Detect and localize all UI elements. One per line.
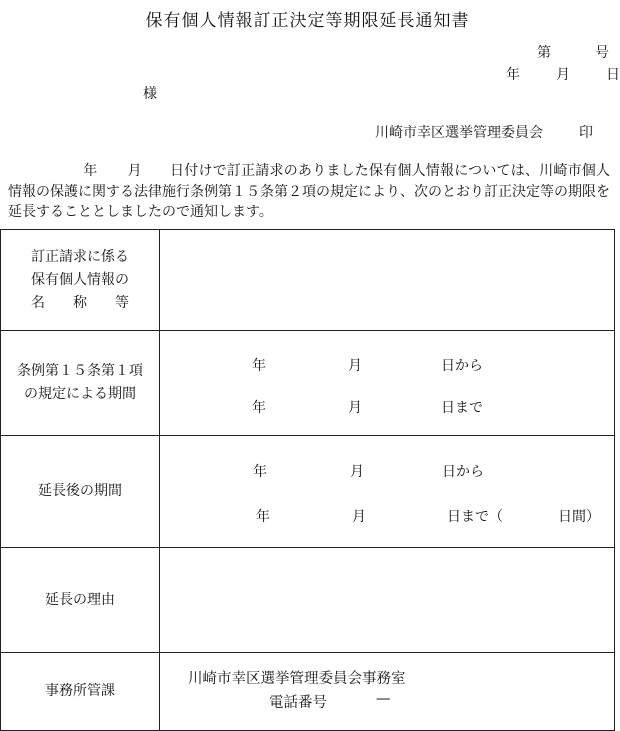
- label-line: 訂正請求に係る: [31, 248, 129, 265]
- extended-from-day: 日から: [442, 464, 484, 480]
- document-title: 保有個人情報訂正決定等期限延長通知書: [145, 11, 470, 31]
- period-from-day: 日から: [441, 358, 483, 374]
- date-day: 日: [606, 67, 620, 83]
- value-office: [160, 653, 615, 731]
- label-extended-period: 延長後の期間: [1, 436, 160, 548]
- label-reason: 延長の理由: [1, 548, 160, 653]
- date-month: 月: [556, 67, 570, 83]
- table-row-original-period: [1, 331, 615, 436]
- sender-name: 川崎市幸区選挙管理委員会: [375, 125, 543, 141]
- issue-date: [506, 64, 620, 84]
- label-office: 事務所管課: [1, 653, 160, 731]
- seal-mark: 印: [579, 125, 593, 141]
- phone-label: 電話番号: [269, 695, 327, 711]
- table-row-office: [1, 653, 615, 731]
- value-extended-period[interactable]: [160, 436, 615, 548]
- value-document-name[interactable]: [160, 230, 615, 331]
- extended-from-year: 年: [253, 464, 267, 480]
- value-original-period[interactable]: [160, 331, 615, 436]
- addressee-suffix: 様: [143, 86, 157, 102]
- period-from-month: 月: [348, 358, 362, 374]
- office-name: 川崎市幸区選挙管理委員会事務室: [188, 671, 406, 687]
- extended-days: 日間）: [558, 509, 600, 525]
- label-original-period: [1, 331, 160, 436]
- phone-dash: —: [376, 691, 391, 707]
- label-line: 保有個人情報の: [31, 271, 129, 288]
- extended-to-month: 月: [352, 509, 366, 525]
- body-month: 月: [127, 163, 142, 179]
- extension-table: [0, 229, 615, 731]
- table-row-document-name: [1, 230, 615, 331]
- value-reason[interactable]: [160, 548, 615, 653]
- extended-to-year: 年: [256, 509, 270, 525]
- body-year: 年: [83, 163, 98, 179]
- table-row-extended-period: [1, 436, 615, 548]
- document-number: [537, 42, 609, 62]
- label-document-name: [1, 230, 160, 331]
- period-from-year: 年: [252, 358, 266, 374]
- body-paragraph: [8, 161, 610, 223]
- label-line: 名 称 等: [31, 294, 129, 311]
- label-line: 条例第１５条第１項: [17, 363, 143, 379]
- date-year: 年: [506, 67, 520, 83]
- number-dai: 第: [537, 45, 551, 61]
- label-line: の規定による期間: [24, 386, 136, 402]
- sender-line: [375, 122, 593, 142]
- extended-from-month: 月: [350, 464, 364, 480]
- period-to-day: 日まで: [441, 400, 483, 416]
- number-go: 号: [595, 45, 609, 61]
- extended-to-day: 日まで（: [447, 509, 503, 525]
- table-row-reason: [1, 548, 615, 653]
- period-to-month: 月: [348, 400, 362, 416]
- period-to-year: 年: [252, 400, 266, 416]
- body-text: 日付けで訂正請求のありました保有個人情報については、川崎市個人情報の保護に関する法律施行条例第１５条第２項の規定により、次のとおり訂正決定等の期限を延長することとしましたので通知します。: [8, 163, 611, 220]
